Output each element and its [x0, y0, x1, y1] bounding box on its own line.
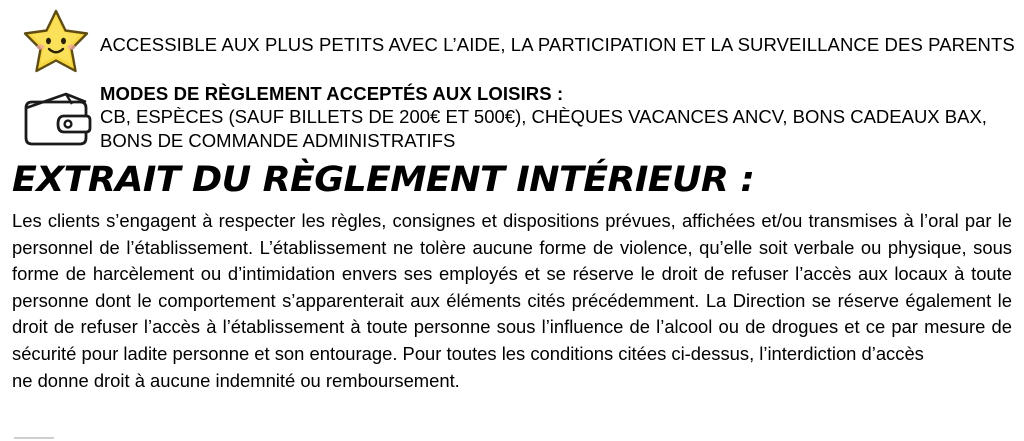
star-smiling-icon — [21, 8, 91, 76]
bottom-divider — [14, 437, 54, 439]
rules-paragraph: Les clients s’engagent à respecter les règles, consignes et dispositions prévues, affichées et/ou transmises à l’oral par le personnel de l’établissement. L’établissement ne tolère aucune forme de violence, qu’elle soit verbale ou physique, sous forme de harcèlement ou d’intimidation envers ses employés et se réserve le droit de refuser l’accès aux locaux à toute personne dont le comportement s’apparenterait aux éléments cités précédemment. La Direction se réserve également le droit de refuser l’accès à l’établissement à toute personne sous l’influence de l’alcool ou de drogues et ce par mesure de sécurité pour ladite personne et son entourage. Pour toutes les conditions citées ci-dessus, l’interdiction d’accès — [12, 210, 1012, 364]
payment-text-block — [100, 76, 987, 152]
accessibility-text: ACCESSIBLE AUX PLUS PETITS AVEC L’AIDE, LA PARTICIPATION ET LA SURVEILLANCE DES PARENTS — [100, 34, 1015, 55]
rules-paragraph-last-line: ne donne droit à aucune indemnité ou remboursement. — [12, 369, 460, 391]
accessibility-icon-cell — [0, 6, 100, 76]
rules-heading: EXTRAIT DU RÈGLEMENT INTÉRIEUR : — [12, 160, 755, 200]
wallet-icon — [20, 90, 94, 150]
payment-icon-cell — [0, 76, 100, 150]
payment-body-line-2: BONS DE COMMANDE ADMINISTRATIFS — [100, 129, 456, 151]
payment-row — [0, 76, 1024, 152]
rules-paragraph-block — [12, 208, 1012, 394]
accessibility-row — [0, 6, 1024, 76]
payment-body-line-1: CB, ESPÈCES (SAUF BILLETS DE 200€ ET 500€), CHÈQUES VACANCES ANCV, BONS CADEAUX BAX, — [100, 106, 987, 127]
payment-title: MODES DE RÈGLEMENT ACCEPTÉS AUX LOISIRS : — [100, 83, 564, 104]
